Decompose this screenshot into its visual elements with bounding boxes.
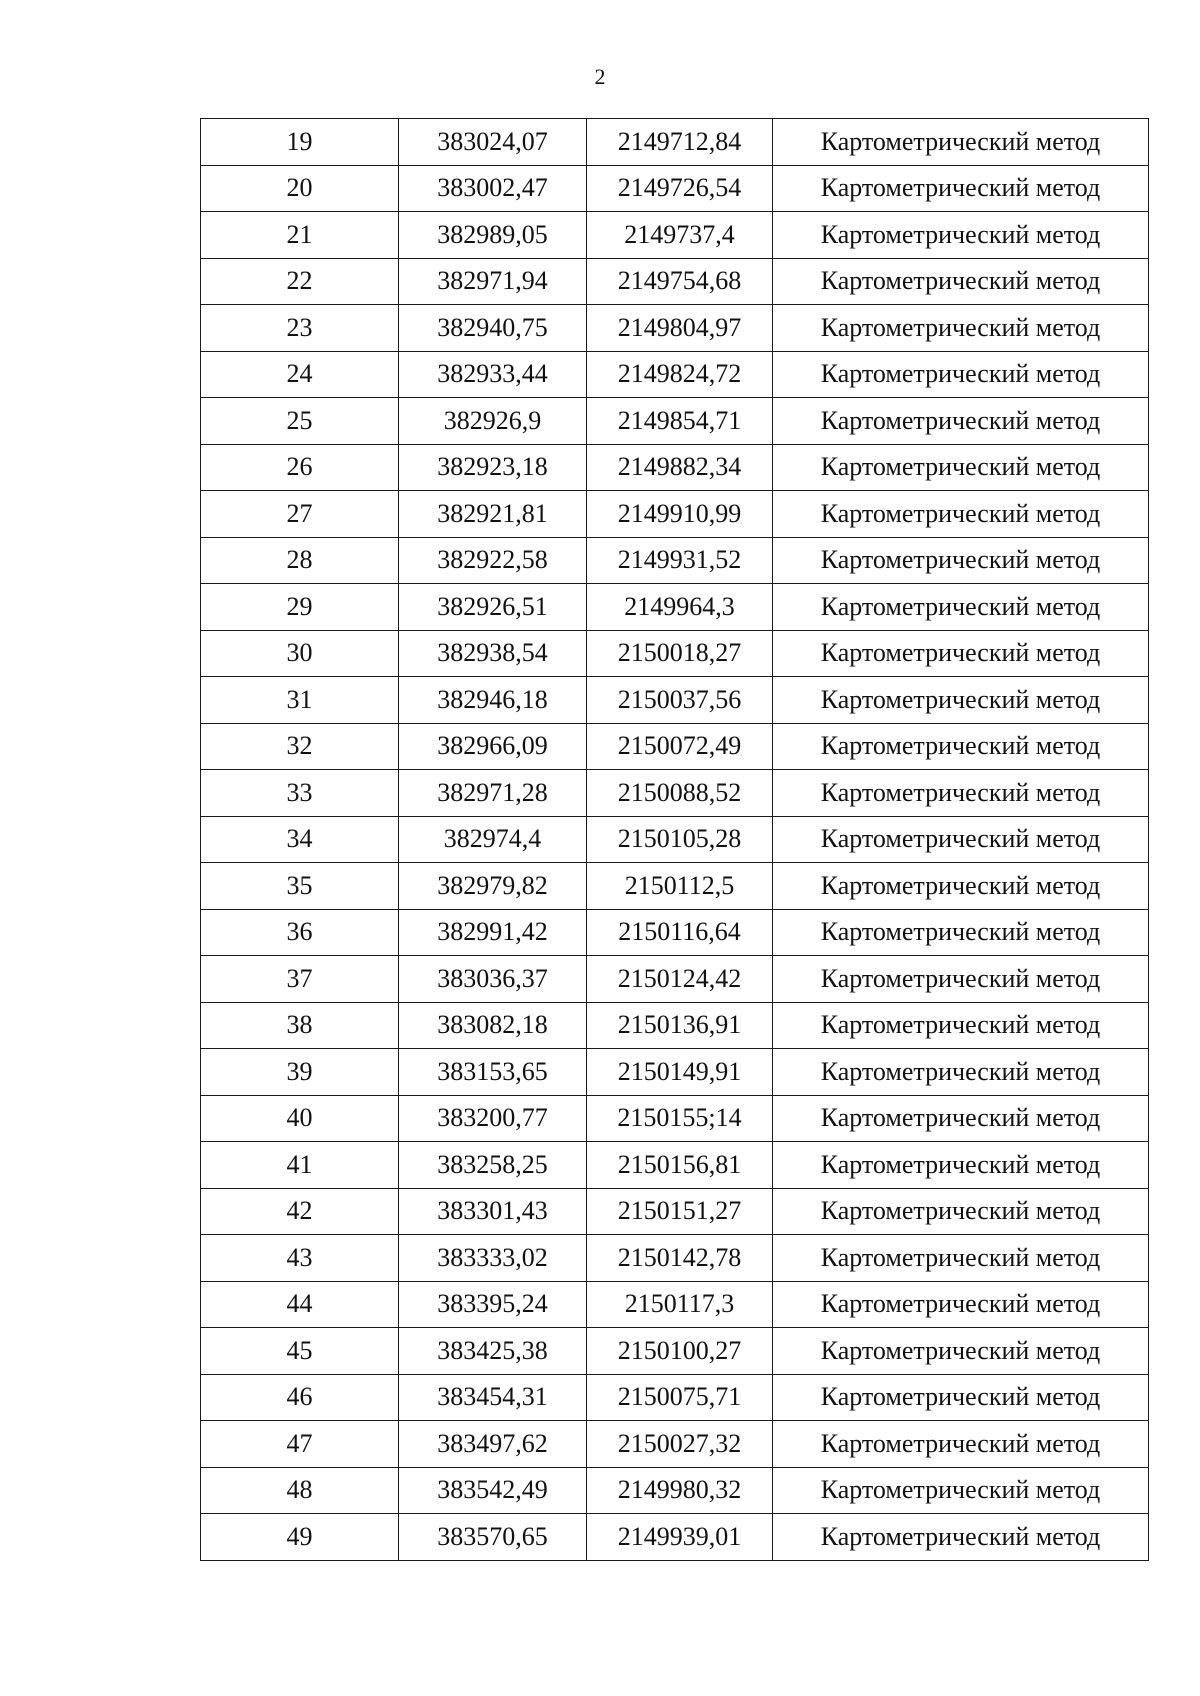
table-row [201, 537, 1149, 584]
table-row [201, 584, 1149, 631]
table-row [201, 770, 1149, 817]
method-cell: Картометрический метод [773, 909, 1149, 956]
x-coordinate-cell: 382926,51 [399, 584, 587, 631]
table-row [201, 305, 1149, 352]
method-cell: Картометрический метод [773, 1235, 1149, 1282]
y-coordinate-cell: 2149964,3 [587, 584, 773, 631]
method-cell: Картометрический метод [773, 1374, 1149, 1421]
x-coordinate-cell: 382974,4 [399, 816, 587, 863]
method-cell: Картометрический метод [773, 258, 1149, 305]
method-cell: Картометрический метод [773, 770, 1149, 817]
y-coordinate-cell: 2150155;14 [587, 1095, 773, 1142]
table-row [201, 212, 1149, 259]
y-coordinate-cell: 2149824,72 [587, 351, 773, 398]
point-number-cell: 28 [201, 537, 399, 584]
point-number-cell: 42 [201, 1188, 399, 1235]
method-cell: Картометрический метод [773, 212, 1149, 259]
y-coordinate-cell: 2150142,78 [587, 1235, 773, 1282]
table-row [201, 1142, 1149, 1189]
x-coordinate-cell: 383002,47 [399, 165, 587, 212]
point-number-cell: 44 [201, 1281, 399, 1328]
table-row [201, 1281, 1149, 1328]
y-coordinate-cell: 2149882,34 [587, 444, 773, 491]
x-coordinate-cell: 383036,37 [399, 956, 587, 1003]
y-coordinate-cell: 2149910,99 [587, 491, 773, 538]
table-row [201, 398, 1149, 445]
y-coordinate-cell: 2150100,27 [587, 1328, 773, 1375]
table-row [201, 351, 1149, 398]
x-coordinate-cell: 382946,18 [399, 677, 587, 724]
page-number: 2 [594, 64, 606, 89]
table-row [201, 677, 1149, 724]
coordinates-table-body [201, 119, 1149, 1561]
x-coordinate-cell: 382926,9 [399, 398, 587, 445]
x-coordinate-cell: 382971,28 [399, 770, 587, 817]
x-coordinate-cell: 382922,58 [399, 537, 587, 584]
y-coordinate-cell: 2149754,68 [587, 258, 773, 305]
method-cell: Картометрический метод [773, 537, 1149, 584]
method-cell: Картометрический метод [773, 491, 1149, 538]
point-number-cell: 34 [201, 816, 399, 863]
table-row [201, 119, 1149, 166]
point-number-cell: 22 [201, 258, 399, 305]
method-cell: Картометрический метод [773, 677, 1149, 724]
x-coordinate-cell: 383258,25 [399, 1142, 587, 1189]
point-number-cell: 32 [201, 723, 399, 770]
table-row [201, 816, 1149, 863]
y-coordinate-cell: 2150149,91 [587, 1049, 773, 1096]
y-coordinate-cell: 2150124,42 [587, 956, 773, 1003]
coordinates-table [200, 118, 1149, 1561]
y-coordinate-cell: 2149931,52 [587, 537, 773, 584]
x-coordinate-cell: 382979,82 [399, 863, 587, 910]
table-row [201, 863, 1149, 910]
method-cell: Картометрический метод [773, 1095, 1149, 1142]
y-coordinate-cell: 2150088,52 [587, 770, 773, 817]
x-coordinate-cell: 382933,44 [399, 351, 587, 398]
y-coordinate-cell: 2149854,71 [587, 398, 773, 445]
point-number-cell: 31 [201, 677, 399, 724]
table-row [201, 1188, 1149, 1235]
method-cell: Картометрический метод [773, 165, 1149, 212]
point-number-cell: 41 [201, 1142, 399, 1189]
method-cell: Картометрический метод [773, 444, 1149, 491]
point-number-cell: 26 [201, 444, 399, 491]
x-coordinate-cell: 383570,65 [399, 1514, 587, 1561]
method-cell: Картометрический метод [773, 1188, 1149, 1235]
table-row [201, 1514, 1149, 1561]
table-row [201, 956, 1149, 1003]
x-coordinate-cell: 383542,49 [399, 1467, 587, 1514]
point-number-cell: 19 [201, 119, 399, 166]
y-coordinate-cell: 2150136,91 [587, 1002, 773, 1049]
y-coordinate-cell: 2150027,32 [587, 1421, 773, 1468]
table-row [201, 1421, 1149, 1468]
x-coordinate-cell: 383425,38 [399, 1328, 587, 1375]
table-row [201, 491, 1149, 538]
y-coordinate-cell: 2150018,27 [587, 630, 773, 677]
y-coordinate-cell: 2150117,3 [587, 1281, 773, 1328]
method-cell: Картометрический метод [773, 816, 1149, 863]
x-coordinate-cell: 383153,65 [399, 1049, 587, 1096]
point-number-cell: 27 [201, 491, 399, 538]
y-coordinate-cell: 2149939,01 [587, 1514, 773, 1561]
point-number-cell: 48 [201, 1467, 399, 1514]
method-cell: Картометрический метод [773, 1467, 1149, 1514]
point-number-cell: 46 [201, 1374, 399, 1421]
point-number-cell: 30 [201, 630, 399, 677]
point-number-cell: 45 [201, 1328, 399, 1375]
y-coordinate-cell: 2149804,97 [587, 305, 773, 352]
table-row [201, 723, 1149, 770]
table-row [201, 1002, 1149, 1049]
x-coordinate-cell: 382923,18 [399, 444, 587, 491]
method-cell: Картометрический метод [773, 1281, 1149, 1328]
y-coordinate-cell: 2149712,84 [587, 119, 773, 166]
point-number-cell: 36 [201, 909, 399, 956]
table-row [201, 909, 1149, 956]
x-coordinate-cell: 383024,07 [399, 119, 587, 166]
point-number-cell: 21 [201, 212, 399, 259]
point-number-cell: 29 [201, 584, 399, 631]
y-coordinate-cell: 2149726,54 [587, 165, 773, 212]
point-number-cell: 40 [201, 1095, 399, 1142]
method-cell: Картометрический метод [773, 351, 1149, 398]
method-cell: Картометрический метод [773, 630, 1149, 677]
method-cell: Картометрический метод [773, 1142, 1149, 1189]
table-row [201, 1328, 1149, 1375]
x-coordinate-cell: 383333,02 [399, 1235, 587, 1282]
table-row [201, 444, 1149, 491]
table-row [201, 258, 1149, 305]
x-coordinate-cell: 382991,42 [399, 909, 587, 956]
point-number-cell: 25 [201, 398, 399, 445]
method-cell: Картометрический метод [773, 584, 1149, 631]
method-cell: Картометрический метод [773, 305, 1149, 352]
point-number-cell: 23 [201, 305, 399, 352]
x-coordinate-cell: 383082,18 [399, 1002, 587, 1049]
x-coordinate-cell: 382921,81 [399, 491, 587, 538]
y-coordinate-cell: 2150072,49 [587, 723, 773, 770]
y-coordinate-cell: 2149737,4 [587, 212, 773, 259]
method-cell: Картометрический метод [773, 1049, 1149, 1096]
point-number-cell: 38 [201, 1002, 399, 1049]
point-number-cell: 35 [201, 863, 399, 910]
x-coordinate-cell: 383395,24 [399, 1281, 587, 1328]
method-cell: Картометрический метод [773, 1421, 1149, 1468]
point-number-cell: 43 [201, 1235, 399, 1282]
point-number-cell: 37 [201, 956, 399, 1003]
point-number-cell: 39 [201, 1049, 399, 1096]
method-cell: Картометрический метод [773, 1002, 1149, 1049]
table-row [201, 1467, 1149, 1514]
x-coordinate-cell: 383200,77 [399, 1095, 587, 1142]
point-number-cell: 49 [201, 1514, 399, 1561]
method-cell: Картометрический метод [773, 1328, 1149, 1375]
x-coordinate-cell: 383497,62 [399, 1421, 587, 1468]
method-cell: Картометрический метод [773, 863, 1149, 910]
y-coordinate-cell: 2149980,32 [587, 1467, 773, 1514]
y-coordinate-cell: 2150112,5 [587, 863, 773, 910]
table-row [201, 165, 1149, 212]
point-number-cell: 47 [201, 1421, 399, 1468]
x-coordinate-cell: 382940,75 [399, 305, 587, 352]
y-coordinate-cell: 2150105,28 [587, 816, 773, 863]
method-cell: Картометрический метод [773, 723, 1149, 770]
point-number-cell: 24 [201, 351, 399, 398]
table-row [201, 1235, 1149, 1282]
y-coordinate-cell: 2150116,64 [587, 909, 773, 956]
x-coordinate-cell: 382966,09 [399, 723, 587, 770]
x-coordinate-cell: 382971,94 [399, 258, 587, 305]
x-coordinate-cell: 383301,43 [399, 1188, 587, 1235]
method-cell: Картометрический метод [773, 956, 1149, 1003]
y-coordinate-cell: 2150037,56 [587, 677, 773, 724]
y-coordinate-cell: 2150156,81 [587, 1142, 773, 1189]
x-coordinate-cell: 383454,31 [399, 1374, 587, 1421]
y-coordinate-cell: 2150151,27 [587, 1188, 773, 1235]
method-cell: Картометрический метод [773, 119, 1149, 166]
x-coordinate-cell: 382938,54 [399, 630, 587, 677]
table-row [201, 630, 1149, 677]
point-number-cell: 20 [201, 165, 399, 212]
table-row [201, 1095, 1149, 1142]
method-cell: Картометрический метод [773, 398, 1149, 445]
table-row [201, 1374, 1149, 1421]
x-coordinate-cell: 382989,05 [399, 212, 587, 259]
method-cell: Картометрический метод [773, 1514, 1149, 1561]
point-number-cell: 33 [201, 770, 399, 817]
table-row [201, 1049, 1149, 1096]
y-coordinate-cell: 2150075,71 [587, 1374, 773, 1421]
